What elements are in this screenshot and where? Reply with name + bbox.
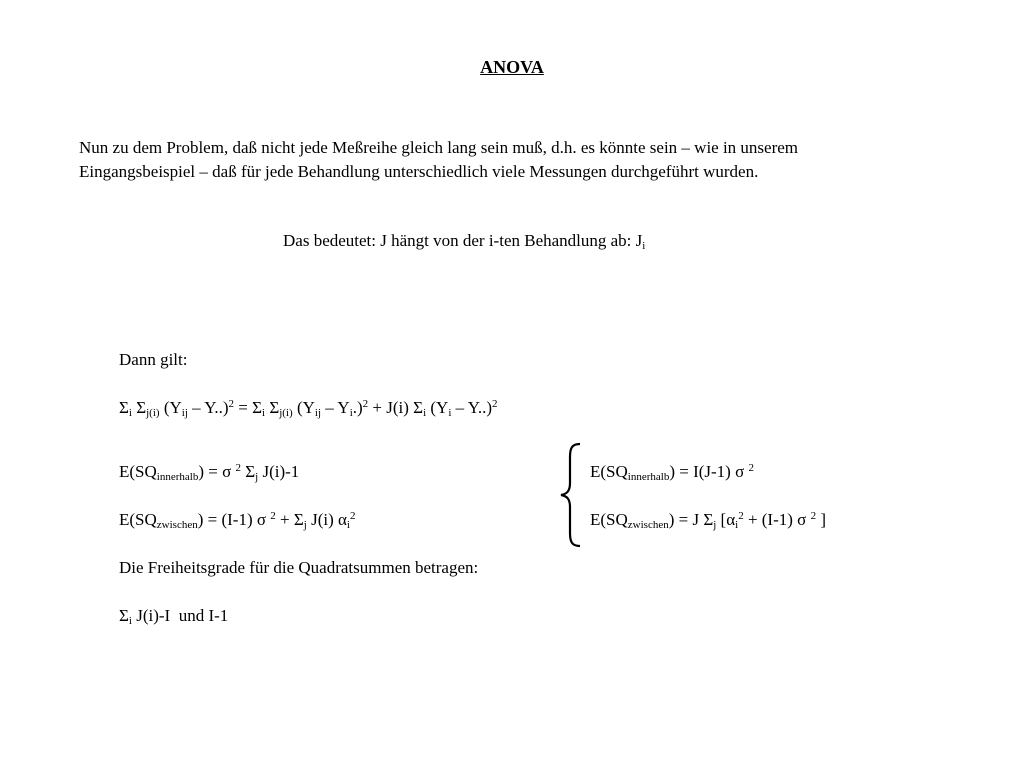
exponent: 2	[349, 510, 356, 522]
term: ) = J Σ	[668, 510, 714, 529]
term: + Σ	[280, 510, 304, 529]
index-j: j	[255, 471, 259, 483]
term: (Y	[296, 398, 315, 417]
index-i: i	[128, 615, 132, 627]
exponent: 2	[228, 398, 235, 410]
term: – Y..)	[455, 398, 493, 417]
term: E(SQ	[119, 510, 157, 529]
term: (Y	[430, 398, 449, 417]
index-ji: j(i)	[146, 407, 160, 419]
exponent: 2	[362, 398, 369, 410]
sigma-symbol: Σ	[269, 398, 280, 417]
intro-line-2: Eingangsbeispiel – daß für jede Behandlung unterschiedlich viele Messungen durchgeführt wurden.	[79, 162, 759, 181]
subscript-innerhalb: innerhalb	[156, 471, 199, 483]
dann-gilt-label: Dann gilt:	[119, 350, 188, 369]
sigma-symbol: Σ	[136, 398, 147, 417]
term: ) = I(J-1) σ	[669, 462, 745, 481]
degrees-of-freedom	[119, 606, 228, 627]
term: – Y	[325, 398, 350, 417]
exponent: 2	[738, 510, 744, 522]
page-title: ANOVA	[480, 57, 544, 77]
sum-of-squares-decomposition	[119, 398, 498, 419]
term: E(SQ	[119, 462, 157, 481]
subscript-innerhalb: innerhalb	[627, 471, 670, 483]
exponent: 2	[270, 510, 276, 522]
term: J(i)-1	[262, 462, 300, 481]
intro-line-1: Nun zu dem Problem, daß nicht jede Meßreihe gleich lang sein muß, d.h. es könnte sein – wie in unserem	[79, 138, 799, 157]
sigma-symbol: Σ	[252, 398, 263, 417]
term: ) = (I-1) σ	[197, 510, 267, 529]
term: – Y..)	[192, 398, 229, 417]
expected-sq-innerhalb-left	[119, 462, 299, 483]
exponent: 2	[235, 462, 241, 474]
intro-paragraph	[79, 136, 798, 184]
term: [α	[720, 510, 736, 529]
index-ij: ij	[181, 407, 188, 419]
index-i: i	[423, 407, 427, 419]
index-j: j	[713, 519, 717, 531]
dependence-statement	[283, 231, 645, 252]
curly-brace-icon	[556, 441, 586, 549]
index-i: i	[349, 407, 353, 419]
term: + J(i)	[372, 398, 409, 417]
index-i: i	[128, 407, 132, 419]
freiheitsgrade-text: Die Freiheitsgrade für die Quadratsummen betragen:	[119, 558, 479, 577]
term: .)	[352, 398, 363, 417]
expected-sq-innerhalb-right	[590, 462, 754, 483]
term: E(SQ	[590, 510, 628, 529]
exponent: 2	[810, 510, 817, 522]
expected-sq-zwischen-left	[119, 510, 355, 531]
equals-sign: =	[238, 398, 248, 417]
term: ) = σ	[198, 462, 232, 481]
index-i: i	[346, 519, 350, 531]
term: J(i)-I und I-1	[136, 606, 229, 625]
term: (Y	[163, 398, 182, 417]
index-ji: j(i)	[279, 407, 293, 419]
term: E(SQ	[590, 462, 628, 481]
subscript-zwischen: zwischen	[627, 519, 669, 531]
dependence-subscript: i	[642, 240, 646, 252]
sigma-symbol: Σ	[413, 398, 424, 417]
index-i: i	[262, 407, 266, 419]
sigma-symbol: Σ	[119, 398, 129, 417]
term: ]	[820, 510, 827, 529]
index-ij: ij	[314, 407, 322, 419]
sigma-symbol: Σ	[119, 606, 129, 625]
index-i: i	[448, 407, 452, 419]
dependence-text: Das bedeutet: J hängt von der i-ten Behandlung ab: J	[283, 231, 643, 250]
exponent: 2	[748, 462, 755, 474]
index-j: j	[303, 519, 307, 531]
expected-sq-zwischen-right	[590, 510, 826, 531]
exponent: 2	[492, 398, 498, 410]
index-i: i	[735, 519, 739, 531]
subscript-zwischen: zwischen	[156, 519, 198, 531]
term: + (I-1) σ	[747, 510, 807, 529]
term: J(i) α	[311, 510, 347, 529]
sigma-symbol: Σ	[245, 462, 256, 481]
